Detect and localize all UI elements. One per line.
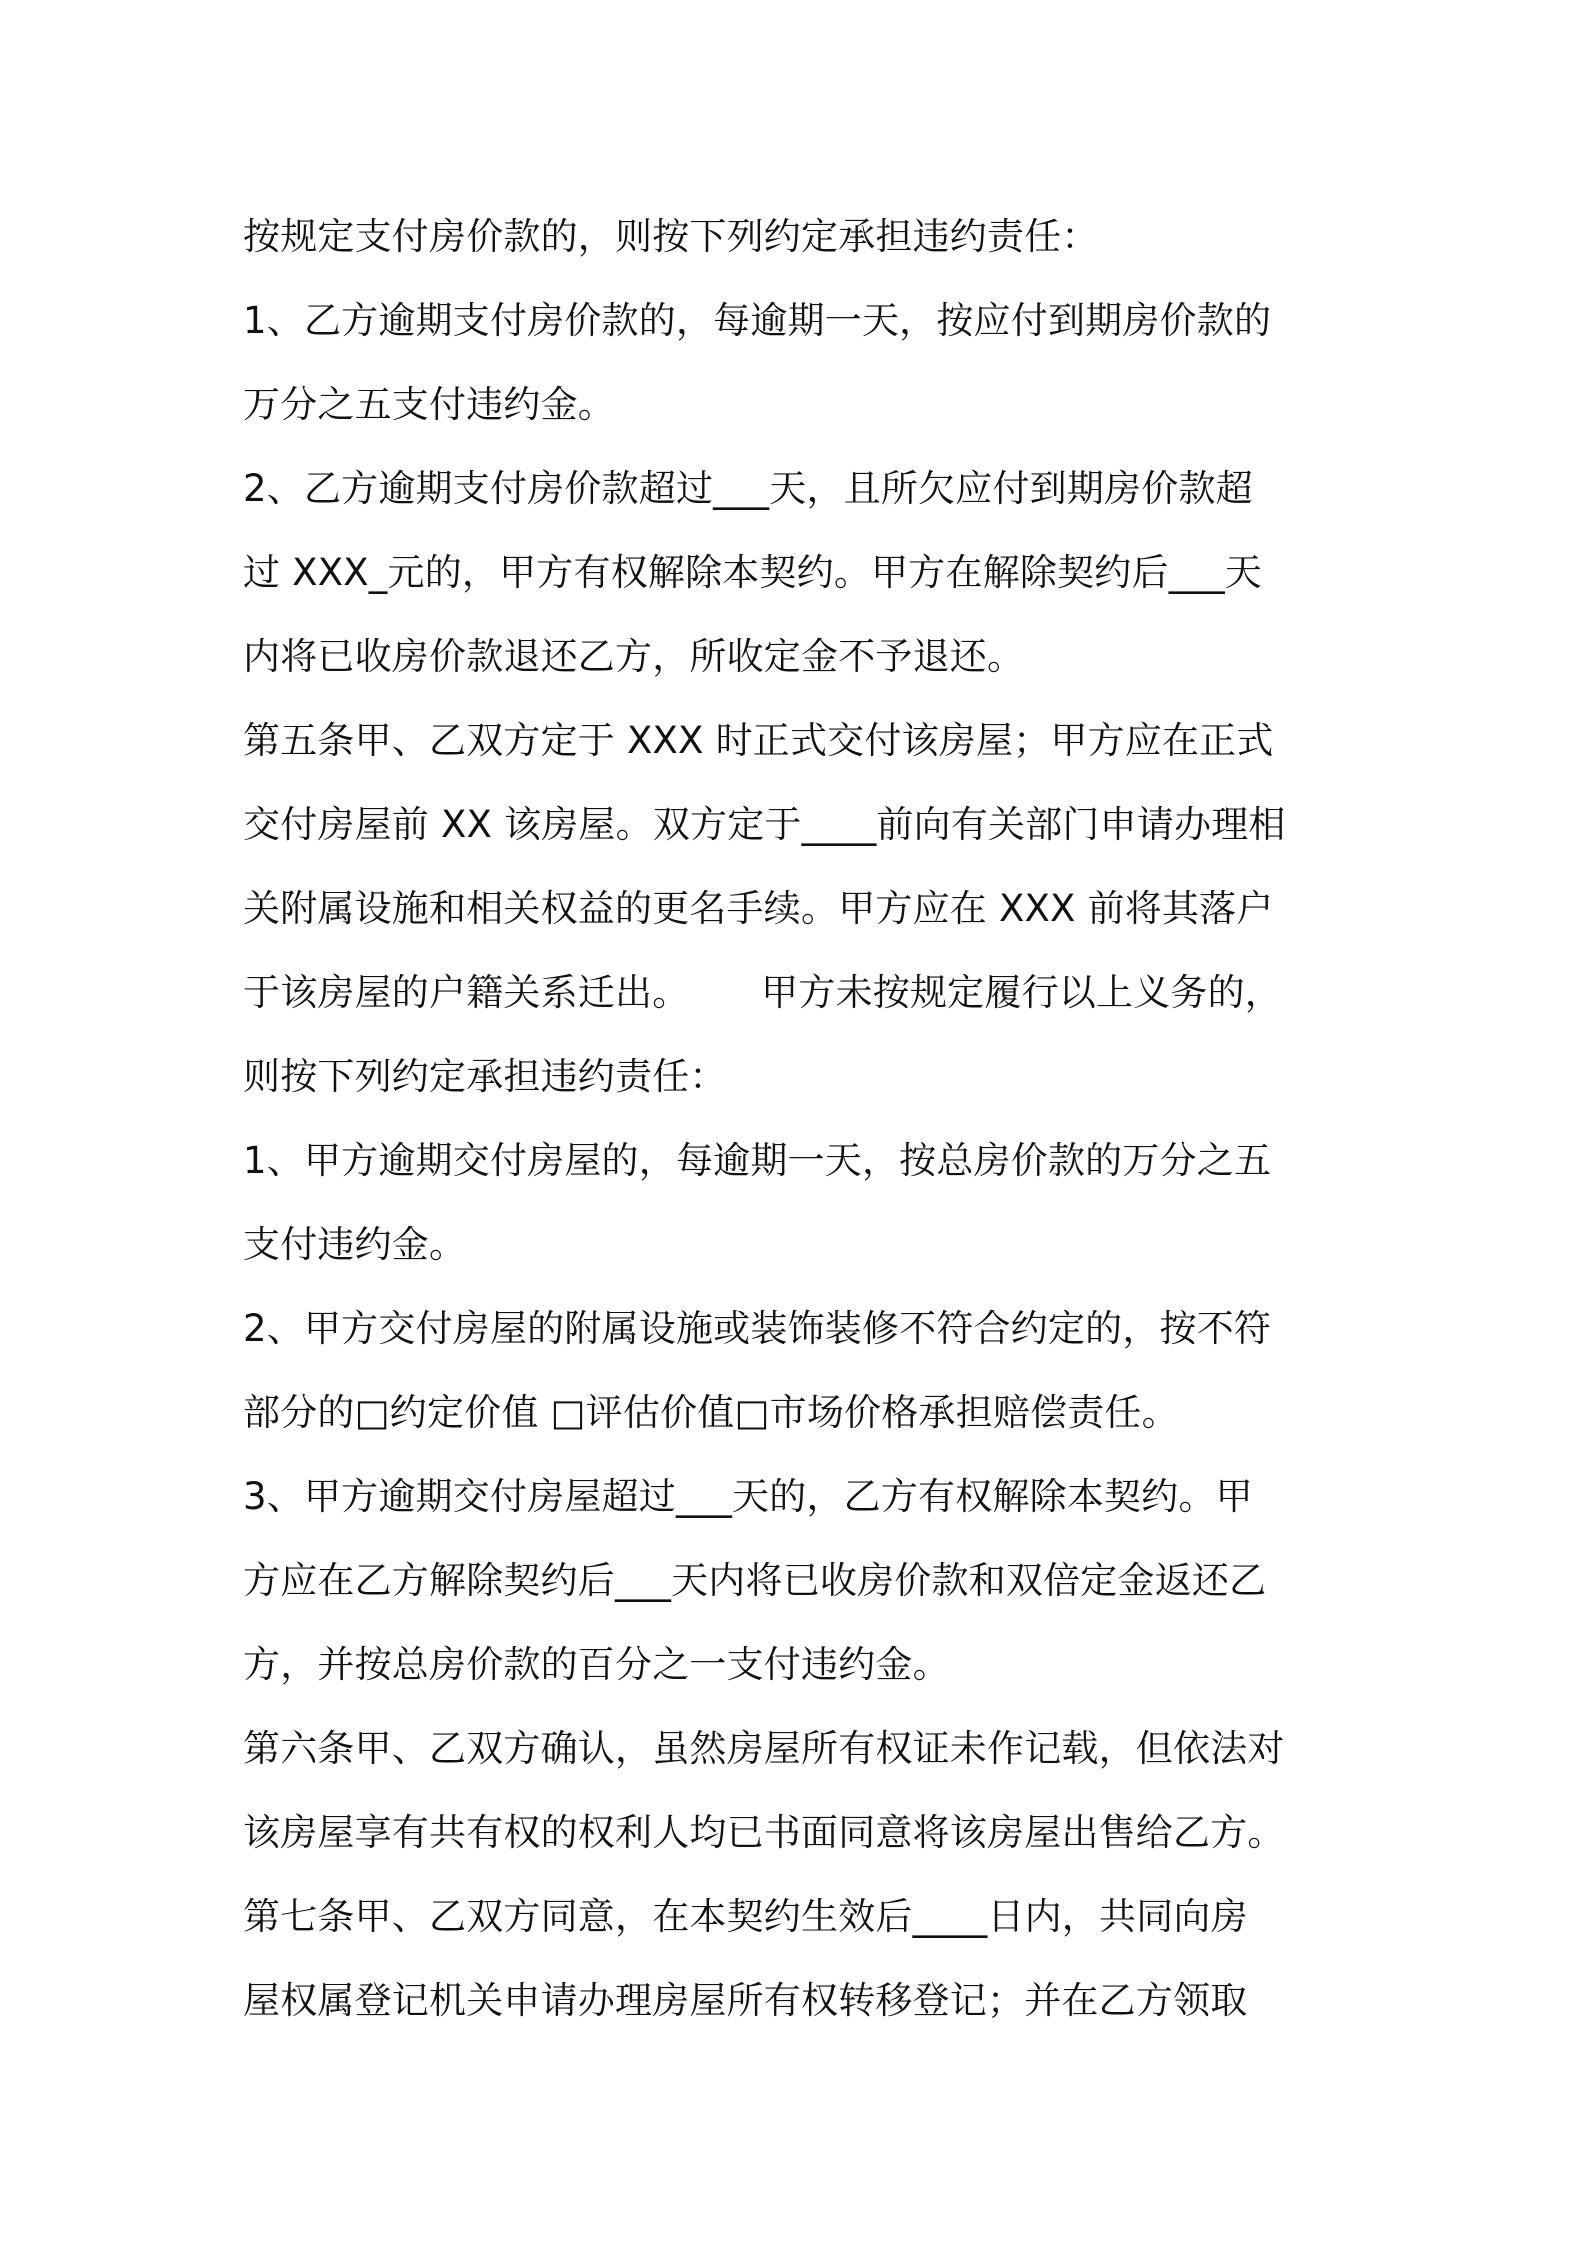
text-line: 万分之五支付违约金。 [243,383,615,426]
text-line: 该房屋享有共有权的权利人均已书面同意将该房屋出售给乙方。 [243,1811,1285,1854]
text-line: 2、乙方逾期支付房价款超过___天，且所欠应付到期房价款超 [243,467,1253,510]
text-line: 屋权属登记机关申请办理房屋所有权转移登记；并在乙方领取 [243,1979,1248,2022]
text-line: 第七条甲、乙双方同意，在本契约生效后____日内，共同向房 [243,1895,1248,1938]
text-line: 过 XXX_元的，甲方有权解除本契约。甲方在解除契约后___天 [243,551,1263,594]
text-line: 3、甲方逾期交付房屋超过___天的，乙方有权解除本契约。甲 [243,1475,1253,1518]
text-line: 第五条甲、乙双方定于 XXX 时正式交付该房屋；甲方应在正式 [243,719,1274,762]
text-line: 按规定支付房价款的，则按下列约定承担违约责任： [243,215,1099,258]
text-line: 支付违约金。 [243,1223,467,1266]
contract-body-text [243,195,1353,2043]
text-line: 2、甲方交付房屋的附属设施或装饰装修不符合约定的，按不符 [243,1307,1272,1350]
text-line: 1、乙方逾期支付房价款的，每逾期一天，按应付到期房价款的 [243,299,1272,342]
text-line: 于该房屋的户籍关系迁出。 甲方未按规定履行以上义务的， [243,971,1282,1014]
text-line: 1、甲方逾期交付房屋的，每逾期一天，按总房价款的万分之五 [243,1139,1272,1182]
text-line: 则按下列约定承担违约责任： [243,1055,727,1098]
text-line: 部分的□约定价值 □评估价值□市场价格承担赔偿责任。 [243,1391,1179,1434]
text-line: 方，并按总房价款的百分之一支付违约金。 [243,1643,950,1686]
text-line: 方应在乙方解除契约后___天内将已收房价款和双倍定金返还乙 [243,1559,1267,1602]
text-line: 关附属设施和相关权益的更名手续。甲方应在 XXX 前将其落户 [243,887,1274,930]
text-line: 内将已收房价款退还乙方，所收定金不予退还。 [243,635,1025,678]
text-line: 第六条甲、乙双方确认，虽然房屋所有权证未作记载，但依法对 [243,1727,1285,1770]
text-line: 交付房屋前 XX 该房屋。双方定于____前向有关部门申请办理相 [243,803,1286,846]
